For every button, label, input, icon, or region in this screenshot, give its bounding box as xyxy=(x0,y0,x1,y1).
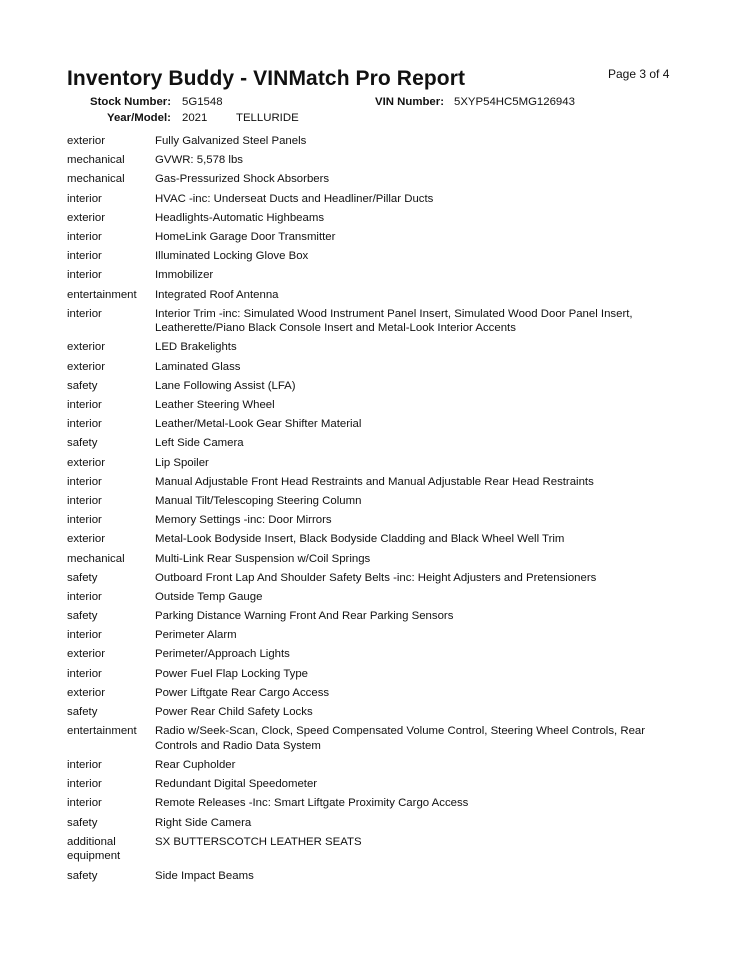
feature-description: Leather Steering Wheel xyxy=(155,399,275,412)
feature-description: Side Impact Beams xyxy=(155,869,254,882)
feature-category: interior xyxy=(67,399,102,412)
feature-row xyxy=(67,758,677,773)
feature-category: exterior xyxy=(67,533,105,546)
feature-category: additional equipment xyxy=(67,835,121,863)
feature-category: entertainment xyxy=(67,725,137,738)
feature-description: Parking Distance Warning Front And Rear Parking Sensors xyxy=(155,610,454,623)
feature-description: Lip Spoiler xyxy=(155,456,209,469)
feature-category: mechanical xyxy=(67,552,125,565)
feature-category: exterior xyxy=(67,211,105,224)
feature-description: Perimeter/Approach Lights xyxy=(155,648,290,661)
feature-description: Integrated Roof Antenna xyxy=(155,288,279,301)
feature-row xyxy=(67,816,677,831)
feature-row xyxy=(67,686,677,701)
feature-row xyxy=(67,796,677,811)
feature-description: Laminated Glass xyxy=(155,360,241,373)
feature-description: HomeLink Garage Door Transmitter xyxy=(155,230,336,243)
feature-description: Power Rear Child Safety Locks xyxy=(155,706,313,719)
feature-category: interior xyxy=(67,514,102,527)
feature-category: interior xyxy=(67,629,102,642)
feature-row xyxy=(67,609,677,624)
feature-category: interior xyxy=(67,494,102,507)
feature-row xyxy=(67,340,677,355)
feature-row xyxy=(67,571,677,586)
feature-category: interior xyxy=(67,778,102,791)
feature-description: Outside Temp Gauge xyxy=(155,590,263,603)
feature-category: safety xyxy=(67,610,98,623)
feature-category: exterior xyxy=(67,648,105,661)
feature-description: Right Side Camera xyxy=(155,816,252,829)
vin-label: VIN Number: xyxy=(375,96,444,108)
feature-category: safety xyxy=(67,706,98,719)
stock-number-label: Stock Number: xyxy=(90,96,172,108)
feature-category: interior xyxy=(67,475,102,488)
feature-row xyxy=(67,436,677,451)
feature-category: exterior xyxy=(67,456,105,469)
feature-category: interior xyxy=(67,192,102,205)
feature-category: interior xyxy=(67,230,102,243)
feature-description: Outboard Front Lap And Shoulder Safety Belts -inc: Height Adjusters and Pretensioners xyxy=(155,571,597,584)
feature-list xyxy=(67,134,677,888)
feature-row xyxy=(67,552,677,567)
feature-row xyxy=(67,835,677,864)
vin-value: 5XYP54HC5MG126943 xyxy=(454,96,575,108)
feature-description: SX BUTTERSCOTCH LEATHER SEATS xyxy=(155,835,362,848)
feature-category: safety xyxy=(67,437,98,450)
feature-row xyxy=(67,249,677,264)
feature-category: safety xyxy=(67,379,98,392)
feature-row xyxy=(67,724,677,753)
feature-description: Radio w/Seek-Scan, Clock, Speed Compensated Volume Control, Steering Wheel Controls, Rear Controls and Radio Data System xyxy=(155,725,646,752)
feature-category: safety xyxy=(67,869,98,882)
feature-category: interior xyxy=(67,759,102,771)
feature-category: exterior xyxy=(67,135,105,147)
feature-category: interior xyxy=(67,590,102,603)
feature-row xyxy=(67,647,677,662)
feature-description: Immobilizer xyxy=(155,269,214,282)
model-value: TELLURIDE xyxy=(236,112,299,124)
report-title: Inventory Buddy - VINMatch Pro Report xyxy=(67,67,466,90)
feature-row xyxy=(67,869,677,884)
feature-category: interior xyxy=(67,797,102,810)
feature-description: Perimeter Alarm xyxy=(155,629,237,642)
feature-row xyxy=(67,667,677,682)
feature-row xyxy=(67,360,677,375)
feature-row xyxy=(67,134,677,149)
feature-category: interior xyxy=(67,667,102,680)
feature-description: Metal-Look Bodyside Insert, Black Bodyside Cladding and Black Wheel Well Trim xyxy=(155,533,565,546)
feature-category: mechanical xyxy=(67,154,125,167)
feature-description: Remote Releases -Inc: Smart Liftgate Proximity Cargo Access xyxy=(155,797,469,810)
feature-description: Interior Trim -inc: Simulated Wood Instrument Panel Insert, Simulated Wood Door Panel Insert, Leatherette/Piano Black Console Insert and Metal-Look Interior Accents xyxy=(155,307,633,335)
feature-row xyxy=(67,398,677,413)
feature-row xyxy=(67,777,677,792)
feature-row xyxy=(67,628,677,643)
feature-row xyxy=(67,513,677,528)
feature-description: Multi-Link Rear Suspension w/Coil Springs xyxy=(155,552,371,565)
stock-number-value: 5G1548 xyxy=(182,96,223,108)
feature-category: exterior xyxy=(67,360,105,373)
feature-category: exterior xyxy=(67,341,105,354)
feature-row xyxy=(67,532,677,547)
feature-row xyxy=(67,192,677,207)
feature-description: Power Fuel Flap Locking Type xyxy=(155,667,309,680)
feature-row xyxy=(67,590,677,605)
feature-description: GVWR: 5,578 lbs xyxy=(155,154,243,167)
feature-description: Manual Tilt/Telescoping Steering Column xyxy=(155,494,362,507)
feature-description: Leather/Metal-Look Gear Shifter Material xyxy=(155,418,362,431)
feature-row xyxy=(67,456,677,471)
feature-category: interior xyxy=(67,418,102,431)
feature-description: Manual Adjustable Front Head Restraints and Manual Adjustable Rear Head Restraints xyxy=(155,475,594,488)
feature-row xyxy=(67,268,677,283)
feature-category: interior xyxy=(67,269,102,282)
feature-category: exterior xyxy=(67,686,105,699)
feature-category: entertainment xyxy=(67,288,137,301)
feature-description: LED Brakelights xyxy=(155,341,237,354)
feature-description: Left Side Camera xyxy=(155,437,244,450)
feature-row xyxy=(67,153,677,168)
feature-description: Headlights-Automatic Highbeams xyxy=(155,211,325,224)
feature-description: Memory Settings -inc: Door Mirrors xyxy=(155,514,332,527)
feature-row xyxy=(67,417,677,432)
feature-description: HVAC -inc: Underseat Ducts and Headliner/Pillar Ducts xyxy=(155,192,434,205)
feature-row xyxy=(67,475,677,490)
feature-row xyxy=(67,211,677,226)
feature-category: interior xyxy=(67,307,102,320)
feature-category: mechanical xyxy=(67,173,125,186)
feature-row xyxy=(67,379,677,394)
feature-description: Illuminated Locking Glove Box xyxy=(155,250,309,263)
year-model-label: Year/Model: xyxy=(107,112,171,124)
feature-row xyxy=(67,307,677,336)
feature-description: Redundant Digital Speedometer xyxy=(155,778,318,791)
feature-description: Gas-Pressurized Shock Absorbers xyxy=(155,173,330,186)
feature-category: interior xyxy=(67,250,102,263)
feature-description: Rear Cupholder xyxy=(155,759,236,771)
feature-description: Lane Following Assist (LFA) xyxy=(155,379,296,392)
page-indicator: Page 3 of 4 xyxy=(608,67,670,81)
feature-row xyxy=(67,288,677,303)
feature-category: safety xyxy=(67,571,98,584)
feature-description: Power Liftgate Rear Cargo Access xyxy=(155,686,330,699)
year-value: 2021 xyxy=(182,112,208,124)
feature-category: safety xyxy=(67,816,98,829)
feature-row xyxy=(67,494,677,509)
feature-row xyxy=(67,705,677,720)
feature-row xyxy=(67,172,677,187)
feature-description: Fully Galvanized Steel Panels xyxy=(155,135,307,147)
feature-row xyxy=(67,230,677,245)
